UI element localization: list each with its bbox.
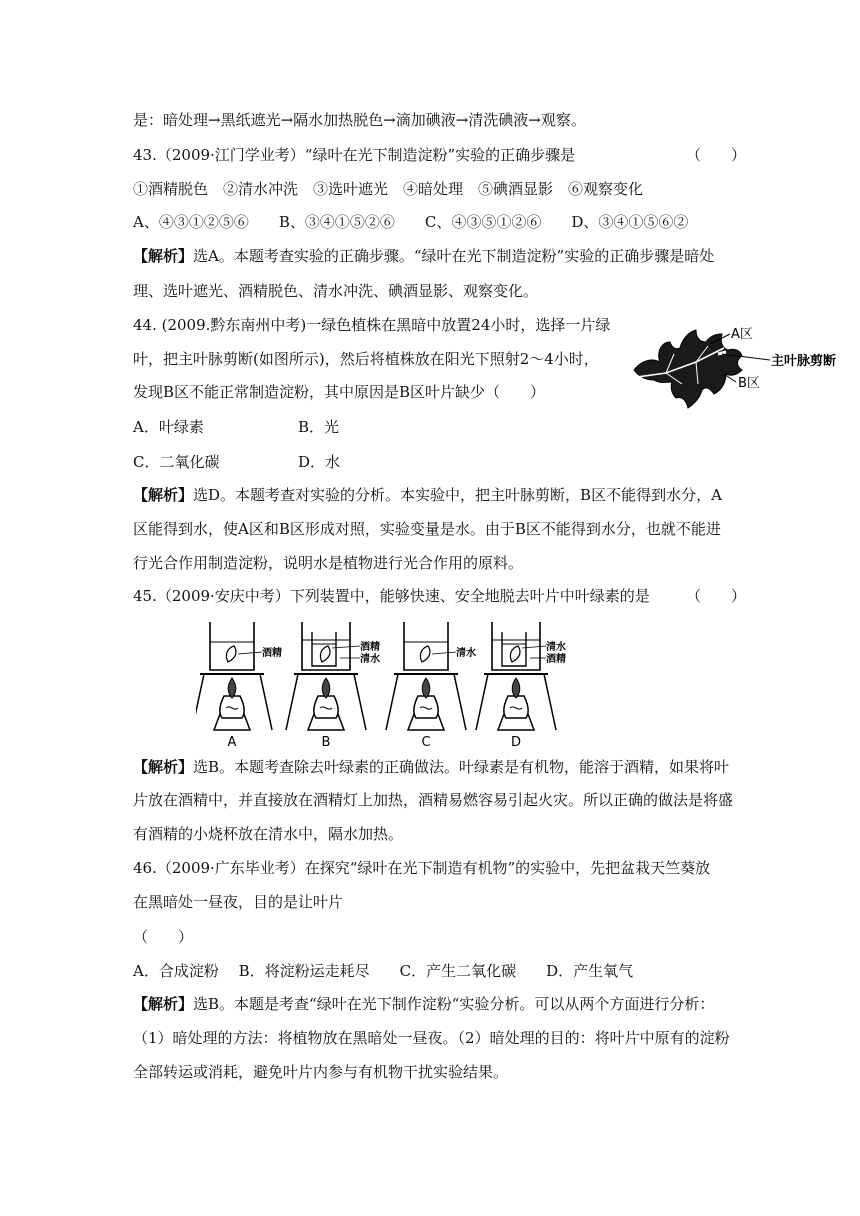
option-d: D．水 bbox=[298, 453, 341, 471]
analysis-text: 选A。本题考查实验的正确步骤。“绿叶在光下制造淀粉”实验的正确步骤是暗处 bbox=[193, 247, 715, 265]
label-alcohol: 酒精 bbox=[360, 642, 380, 653]
label-option-b: B bbox=[321, 735, 331, 750]
analysis-tag: 【解析】 bbox=[133, 247, 194, 265]
question-43: 43.（2009·江门学业考）“绿叶在光下制造淀粉”实验的正确步骤是 bbox=[133, 146, 576, 164]
question-46-paren: （ ） bbox=[133, 928, 194, 946]
analysis-tag: 【解析】 bbox=[133, 486, 194, 504]
analysis-44-line-3: 行光合作用制造淀粉，说明水是植物进行光合作用的原料。 bbox=[133, 554, 524, 572]
analysis-46-line-1 bbox=[133, 994, 733, 1014]
option-a: A．叶绿素 bbox=[133, 418, 204, 436]
answer-paren: （ ） bbox=[686, 146, 747, 164]
analysis-tag: 【解析】 bbox=[133, 758, 194, 776]
apparatus-b bbox=[286, 622, 380, 730]
analysis-46-line-2: （1）暗处理的方法：将植物放在黑暗处一昼夜。（2）暗处理的目的：将叶片中原有的淀粉 bbox=[133, 1029, 730, 1047]
analysis-text: 选B。本题是考查“绿叶在光下制作淀粉“实验分析。可以从两个方面进行分析： bbox=[193, 995, 715, 1013]
label-vein-cut: 主叶脉剪断 bbox=[771, 354, 837, 369]
apparatus-figure bbox=[196, 618, 576, 750]
text-line: 是：暗处理→黑纸遮光→隔水加热脱色→滴加碘液→清洗碘液→观察。 bbox=[133, 111, 586, 129]
label-alcohol: 酒精 bbox=[546, 654, 566, 665]
question-43-options: A、④③①②⑤⑥ B、③④①⑤②⑥ C、④③⑤①②⑥ D、③④①⑤⑥② bbox=[133, 213, 689, 231]
label-water: 清水 bbox=[360, 654, 380, 665]
analysis-text: 选D。本题考查对实验的分析。本实验中，把主叶脉剪断，B区不能得到水分，A bbox=[193, 486, 722, 504]
label-area-a: A区 bbox=[731, 327, 753, 342]
label-option-c: C bbox=[421, 735, 431, 750]
analysis-43-line-1 bbox=[133, 246, 733, 266]
analysis-tag: 【解析】 bbox=[133, 995, 194, 1013]
analysis-45-line-1 bbox=[133, 757, 733, 777]
question-44-line-1: 44. (2009.黔东南州中考)一绿色植株在黑暗中放置24小时，选择一片绿 bbox=[133, 316, 611, 334]
label-area-b: B区 bbox=[738, 376, 760, 391]
question-44-line-3: 发现B区不能正常制造淀粉，其中原因是B区叶片缺少（ ） bbox=[133, 383, 546, 401]
leaf-icon bbox=[634, 330, 742, 408]
answer-paren: （ ） bbox=[686, 587, 747, 605]
question-45: 45.（2009·安庆中考）下列装置中，能够快速、安全地脱去叶片中叶绿素的是 bbox=[133, 587, 650, 605]
analysis-44-line-2: 区能得到水，使A区和B区形成对照，实验变量是水。由于B区不能得到水分，也就不能进 bbox=[133, 520, 721, 538]
analysis-44-line-1 bbox=[133, 485, 733, 505]
analysis-45-line-2: 片放在酒精中，并直接放在酒精灯上加热，酒精易燃容易引起火灾。所以正确的做法是将盛 bbox=[133, 791, 734, 809]
apparatus-a bbox=[196, 622, 282, 730]
analysis-text: 选B。本题考查除去叶绿素的正确做法。叶绿素是有机物，能溶于酒精，如果将叶 bbox=[193, 758, 730, 776]
leaf-figure bbox=[626, 318, 860, 414]
question-44-line-2: 叶，把主叶脉剪断(如图所示)，然后将植株放在阳光下照射2～4小时， bbox=[133, 350, 599, 368]
apparatus-c bbox=[386, 622, 476, 730]
question-43-steps: ①酒精脱色 ②清水冲洗 ③选叶遮光 ④暗处理 ⑤碘酒显影 ⑥观察变化 bbox=[133, 180, 644, 198]
label-alcohol: 酒精 bbox=[262, 648, 282, 659]
option-c: C．二氧化碳 bbox=[133, 453, 220, 471]
label-option-d: D bbox=[510, 735, 522, 750]
apparatus-d bbox=[476, 622, 566, 730]
label-water: 清水 bbox=[456, 648, 476, 659]
label-water: 清水 bbox=[546, 642, 566, 653]
question-46-line-2: 在黑暗处一昼夜，目的是让叶片 bbox=[133, 893, 344, 911]
question-46-options: A．合成淀粉 B．将淀粉运走耗尽 C．产生二氧化碳 D．产生氧气 bbox=[133, 962, 634, 980]
analysis-45-line-3: 有酒精的小烧杯放在清水中，隔水加热。 bbox=[133, 825, 404, 843]
question-46-line-1: 46.（2009·广东毕业考）在探究“绿叶在光下制造有机物”的实验中，先把盆栽天竺葵放 bbox=[133, 859, 711, 877]
label-option-a: A bbox=[227, 735, 237, 750]
analysis-43-line-2: 理、选叶遮光、酒精脱色、清水冲洗、碘酒显影、观察变化。 bbox=[133, 282, 539, 300]
option-b: B．光 bbox=[298, 418, 340, 436]
analysis-46-line-3: 全部转运或消耗，避免叶片内参与有机物干扰实验结果。 bbox=[133, 1063, 509, 1081]
